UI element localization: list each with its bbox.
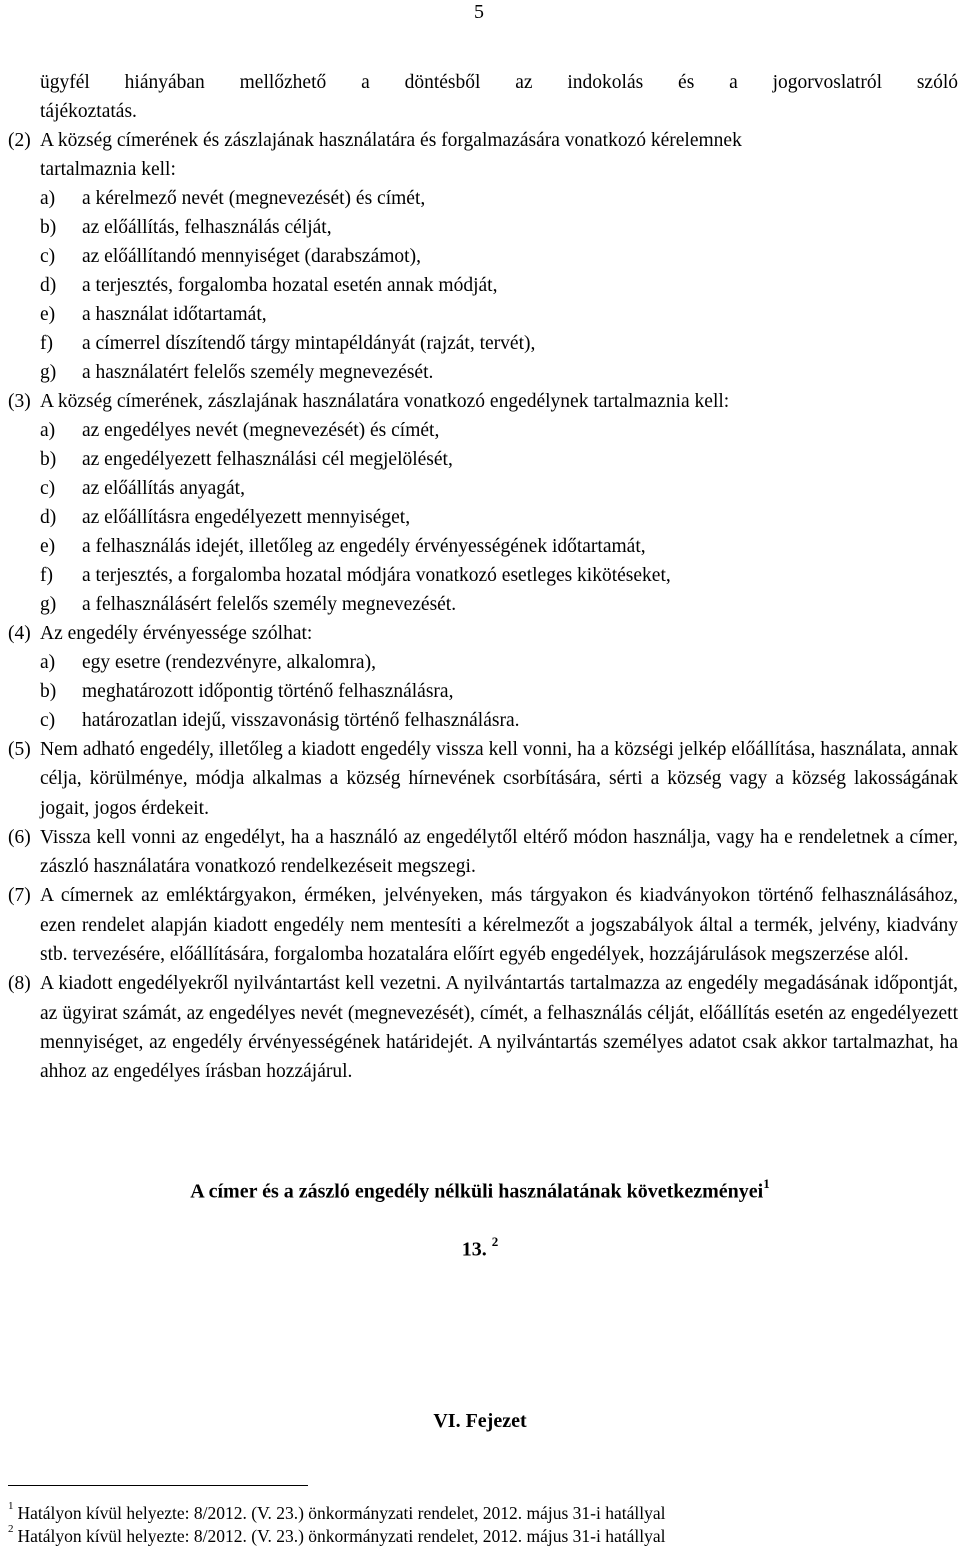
item-label: g) xyxy=(40,362,57,383)
section-heading xyxy=(0,1236,960,1262)
footnote-text: Hatályon kívül helyezte: 8/2012. (V. 23.) önkormányzati rendelet, 2012. május 31-i hatállyal xyxy=(17,1525,666,1546)
item-label: b) xyxy=(40,681,57,702)
list-item xyxy=(8,445,958,474)
list-item xyxy=(8,474,958,503)
item-text: határozatlan idejű, visszavonásig történő felhasználásra. xyxy=(82,710,520,731)
list-item xyxy=(8,329,958,358)
item-label: d) xyxy=(40,275,57,296)
footnote-ref: 2 xyxy=(491,1234,499,1249)
list-item xyxy=(8,416,958,445)
section-number: (2) xyxy=(8,130,31,151)
item-text: az előállítás anyagát, xyxy=(82,478,245,499)
chapter-heading xyxy=(0,1178,960,1204)
section-number-heading: 13. xyxy=(461,1238,487,1261)
item-label: e) xyxy=(40,304,56,325)
list-item xyxy=(8,590,958,619)
section-number: (3) xyxy=(8,391,31,412)
item-text: egy esetre (rendezvényre, alkalomra), xyxy=(82,652,376,673)
section-3-list xyxy=(8,416,958,619)
item-label: e) xyxy=(40,536,56,557)
section-2-list xyxy=(8,184,958,387)
list-item xyxy=(8,561,958,590)
list-item xyxy=(8,242,958,271)
footnote-ref: 1 xyxy=(763,1176,770,1191)
item-label: f) xyxy=(40,333,53,354)
item-text: az előállítandó mennyiséget (darabszámot), xyxy=(82,246,421,267)
item-text: meghatározott időpontig történő felhasználásra, xyxy=(82,681,454,702)
section-4-list xyxy=(8,648,958,735)
list-item xyxy=(8,271,958,300)
item-label: d) xyxy=(40,507,57,528)
section-text: Az engedély érvényessége szólhat: xyxy=(40,623,313,644)
page-number: 5 xyxy=(474,1,484,23)
item-text: az előállításra engedélyezett mennyiséget, xyxy=(82,507,411,528)
section-2-intro xyxy=(8,126,958,155)
list-item xyxy=(8,358,958,387)
section-text: A címernek az emléktárgyakon, érméken, jelvényeken, más tárgyakon és kiadványokon történő felhasználásához, ezen rendelet alapján kiadott engedély nem mentesíti a kérelmezőt a jogszabályok által a termék, jelvény, kiadvány stb. tervezésére, előállítására, forgalomba hozatalára előírt egyéb engedélyek, hozzájárulások megszerzése alól. xyxy=(40,885,958,966)
item-text: a terjesztés, a forgalomba hozatal módjára vonatkozó esetleges kikötéseket, xyxy=(82,565,671,586)
item-label: c) xyxy=(40,710,56,731)
section-text: A kiadott engedélyekről nyilvántartást kell vezetni. A nyilvántartás tartalmazza az engedély megadásának időpontját, az ügyirat számát, az engedélyes nevét (megnevezését), címét, a felhasználás célját, előállítás esetén az engedélyezett mennyiséget, az engedély érvényességének határidejét. A nyilvántartás személyes adatot csak akkor tartalmazhat, ha ahhoz az engedélyes írásban hozzájárul. xyxy=(40,973,958,1083)
item-text: a felhasználásért felelős személy megnevezését. xyxy=(82,594,457,615)
section-number: (5) xyxy=(8,739,31,760)
section-text: Vissza kell vonni az engedélyt, ha a használó az engedélytől eltérő módon használja, vagy ha e rendeletnek a címer, zászló használatára vonatkozó rendelkezéseit megszegi. xyxy=(40,826,958,878)
item-text: a használat időtartamát, xyxy=(82,304,267,325)
item-label: a) xyxy=(40,420,56,441)
list-item xyxy=(8,184,958,213)
item-text: az engedélyes nevét (megnevezését) és címét, xyxy=(82,420,440,441)
document-body xyxy=(8,68,958,1087)
list-item xyxy=(8,706,958,735)
section-number: (4) xyxy=(8,623,31,644)
section-3-intro xyxy=(8,387,958,416)
section-2-intro-cont: tartalmaznia kell: xyxy=(40,159,176,180)
section-text: A község címerének és zászlajának használatára és forgalmazására vonatkozó kérelemnek xyxy=(40,130,742,151)
section-7 xyxy=(8,881,958,969)
section-4-intro xyxy=(8,619,958,648)
section-number: (7) xyxy=(8,885,31,907)
item-text: a kérelmező nevét (megnevezését) és címét, xyxy=(82,188,426,209)
item-label: f) xyxy=(40,565,53,586)
item-label: a) xyxy=(40,652,56,673)
footnote-mark: 2 xyxy=(8,1523,14,1535)
list-item xyxy=(8,677,958,706)
section-number: (8) xyxy=(8,973,31,995)
paragraph-continuation-line-1: ügyfél hiányában mellőzhető a döntésből az indokolás és a jogorvoslatról szóló xyxy=(40,72,958,93)
list-item xyxy=(8,503,958,532)
item-label: c) xyxy=(40,478,56,499)
item-text: az engedélyezett felhasználási cél megjelölését, xyxy=(82,449,453,470)
item-label: a) xyxy=(40,188,56,209)
section-8 xyxy=(8,969,958,1086)
footnote-mark: 1 xyxy=(8,1500,14,1512)
item-text: a címerrel díszítendő tárgy mintapéldányát (rajzát, tervét), xyxy=(82,333,536,354)
footnote xyxy=(8,1498,666,1524)
list-item xyxy=(8,648,958,677)
heading-title: A címer és a zászló engedély nélküli használatának következményei xyxy=(190,1180,764,1203)
item-label: b) xyxy=(40,449,57,470)
section-number: (6) xyxy=(8,826,31,848)
item-text: az előállítás, felhasználás célját, xyxy=(82,217,332,238)
section-5 xyxy=(8,735,958,823)
footnote-divider xyxy=(8,1485,308,1486)
list-item xyxy=(8,532,958,561)
section-text: A község címerének, zászlajának használatára vonatkozó engedélynek tartalmaznia kell: xyxy=(40,391,730,412)
chapter-title: VI. Fejezet xyxy=(433,1410,527,1432)
item-label: c) xyxy=(40,246,56,267)
item-label: b) xyxy=(40,217,57,238)
section-6 xyxy=(8,823,958,882)
footnote-text: Hatályon kívül helyezte: 8/2012. (V. 23.) önkormányzati rendelet, 2012. május 31-i hatállyal xyxy=(17,1502,666,1523)
footnote xyxy=(8,1521,666,1547)
section-text: Nem adható engedély, illetőleg a kiadott engedély vissza kell vonni, ha a községi jelkép előállítása, használata, annak célja, körülménye, módja alkalmas a község hírnevének csorbítására, sérti a község vagy a község lakosságának jogait, jogos érdekeit. xyxy=(40,739,958,819)
item-label: g) xyxy=(40,594,57,615)
item-text: a terjesztés, forgalomba hozatal esetén annak módját, xyxy=(82,275,498,296)
item-text: a használatért felelős személy megnevezését. xyxy=(82,362,434,383)
list-item xyxy=(8,213,958,242)
list-item xyxy=(8,300,958,329)
item-text: a felhasználás idejét, illetőleg az engedély érvényességének időtartamát, xyxy=(82,536,646,557)
paragraph-continuation-line-2: tájékoztatás. xyxy=(40,101,137,122)
